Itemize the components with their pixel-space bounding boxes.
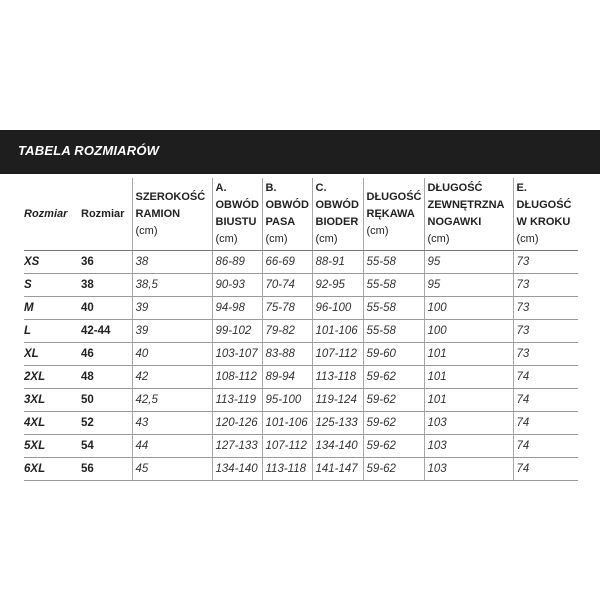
measurement-cell: 55-58	[363, 274, 424, 297]
table-header-row	[24, 178, 578, 251]
measurement-cell: 86-89	[212, 251, 262, 274]
measurement-cell: 101-106	[312, 320, 363, 343]
measurement-cell: 55-58	[363, 251, 424, 274]
measurement-cell: 101	[424, 366, 513, 389]
table-body	[24, 251, 578, 481]
column-header-unit: (cm)	[135, 224, 158, 237]
measurement-cell: 134-140	[212, 458, 262, 481]
measurement-cell: 100	[424, 297, 513, 320]
measurement-cell: 45	[132, 458, 212, 481]
eu-size-cell: 48	[78, 366, 132, 389]
column-header-unit: (cm)	[215, 233, 238, 245]
title-bar	[0, 130, 600, 174]
measurement-cell: 73	[513, 251, 578, 274]
column-header-label: DŁUGOŚĆ	[366, 190, 422, 203]
size-label-cell: 4XL	[24, 412, 78, 435]
measurement-cell: 134-140	[312, 435, 363, 458]
measurement-cell: 89-94	[262, 366, 312, 389]
size-label-cell: XL	[24, 343, 78, 366]
column-header-label: OBWÓD	[265, 199, 309, 211]
measurement-cell: 95	[424, 274, 513, 297]
size-label-cell: 6XL	[24, 458, 78, 481]
column-header	[212, 178, 262, 251]
measurement-cell: 103	[424, 458, 513, 481]
measurement-cell: 74	[513, 389, 578, 412]
eu-size-cell: 38	[78, 274, 132, 297]
page-title: TABELA ROZMIARÓW	[18, 143, 160, 158]
measurement-cell: 59-60	[363, 343, 424, 366]
measurement-cell: 101	[424, 389, 513, 412]
measurement-cell: 94-98	[212, 297, 262, 320]
measurement-cell: 108-112	[212, 366, 262, 389]
measurement-cell: 40	[132, 343, 212, 366]
column-header-label: SZEROKOŚĆ	[135, 190, 206, 203]
measurement-cell: 38,5	[132, 274, 212, 297]
measurement-cell: 83-88	[262, 343, 312, 366]
measurement-cell: 113-119	[212, 389, 262, 412]
measurement-cell: 39	[132, 297, 212, 320]
column-header	[424, 178, 513, 251]
size-label-cell: 2XL	[24, 366, 78, 389]
eu-size-cell: 50	[78, 389, 132, 412]
measurement-cell: 70-74	[262, 274, 312, 297]
column-header-label: Rozmiar	[24, 207, 68, 220]
measurement-cell: 55-58	[363, 297, 424, 320]
measurement-cell: 59-62	[363, 458, 424, 481]
measurement-cell: 59-62	[363, 435, 424, 458]
eu-size-cell: 42-44	[78, 320, 132, 343]
measurement-cell: 113-118	[262, 458, 312, 481]
table-row	[24, 458, 578, 481]
measurement-cell: 95	[424, 251, 513, 274]
size-label-cell: L	[24, 320, 78, 343]
measurement-cell: 127-133	[212, 435, 262, 458]
measurement-cell: 90-93	[212, 274, 262, 297]
measurement-cell: 66-69	[262, 251, 312, 274]
column-header-label: OBWÓD	[215, 199, 259, 211]
measurement-cell: 59-62	[363, 366, 424, 389]
measurement-cell: 73	[513, 320, 578, 343]
column-header-label: DŁUGOŚĆ	[427, 182, 483, 194]
column-header	[363, 178, 424, 251]
measurement-cell: 103	[424, 435, 513, 458]
measurement-cell: 74	[513, 458, 578, 481]
measurement-cell: 59-62	[363, 412, 424, 435]
column-header-label: ZEWNĘTRZNA	[427, 199, 505, 211]
table-row	[24, 320, 578, 343]
measurement-cell: 141-147	[312, 458, 363, 481]
measurement-cell: 107-112	[312, 343, 363, 366]
measurement-cell: 38	[132, 251, 212, 274]
column-header-label: BIODER	[315, 216, 359, 228]
eu-size-cell: 54	[78, 435, 132, 458]
column-header	[312, 178, 363, 251]
column-header-label: PASA	[265, 216, 296, 228]
measurement-cell: 73	[513, 343, 578, 366]
measurement-cell: 125-133	[312, 412, 363, 435]
measurement-cell: 74	[513, 435, 578, 458]
measurement-cell: 75-78	[262, 297, 312, 320]
size-label-cell: 3XL	[24, 389, 78, 412]
measurement-cell: 92-95	[312, 274, 363, 297]
column-header-label: NOGAWKI	[427, 216, 482, 228]
measurement-cell: 95-100	[262, 389, 312, 412]
column-header	[132, 178, 212, 251]
measurement-cell: 101-106	[262, 412, 312, 435]
table-row	[24, 343, 578, 366]
column-header-label: C.	[315, 182, 327, 194]
measurement-cell: 42	[132, 366, 212, 389]
column-header-label: B.	[265, 182, 277, 194]
column-header-unit: (cm)	[315, 233, 338, 245]
size-label-cell: M	[24, 297, 78, 320]
measurement-cell: 44	[132, 435, 212, 458]
eu-size-cell: 52	[78, 412, 132, 435]
measurement-cell: 100	[424, 320, 513, 343]
column-header	[262, 178, 312, 251]
measurement-cell: 73	[513, 297, 578, 320]
measurement-cell: 103	[424, 412, 513, 435]
column-header-label: BIUSTU	[215, 216, 257, 228]
size-label-cell: XS	[24, 251, 78, 274]
column-header-unit: (cm)	[427, 233, 450, 245]
column-header-unit: (cm)	[366, 224, 389, 237]
measurement-cell: 59-62	[363, 389, 424, 412]
column-header-label: RAMION	[135, 207, 181, 220]
table-row	[24, 412, 578, 435]
table-row	[24, 251, 578, 274]
size-label-cell: S	[24, 274, 78, 297]
table-row	[24, 435, 578, 458]
column-header-label: E.	[516, 182, 527, 194]
measurement-cell: 107-112	[262, 435, 312, 458]
table-row	[24, 297, 578, 320]
measurement-cell: 99-102	[212, 320, 262, 343]
column-header-label: DŁUGOŚĆ	[516, 199, 572, 211]
measurement-cell: 79-82	[262, 320, 312, 343]
measurement-cell: 55-58	[363, 320, 424, 343]
measurement-cell: 88-91	[312, 251, 363, 274]
column-header-label: RĘKAWA	[366, 207, 415, 220]
table-row	[24, 366, 578, 389]
eu-size-cell: 46	[78, 343, 132, 366]
column-header	[24, 178, 78, 251]
measurement-cell: 120-126	[212, 412, 262, 435]
table-row	[24, 274, 578, 297]
size-label-cell: 5XL	[24, 435, 78, 458]
measurement-cell: 119-124	[312, 389, 363, 412]
measurement-cell: 103-107	[212, 343, 262, 366]
size-chart-table	[24, 178, 578, 481]
eu-size-cell: 56	[78, 458, 132, 481]
measurement-cell: 74	[513, 366, 578, 389]
measurement-cell: 101	[424, 343, 513, 366]
measurement-cell: 113-118	[312, 366, 363, 389]
column-header-unit: (cm)	[516, 233, 539, 245]
eu-size-cell: 36	[78, 251, 132, 274]
measurement-cell: 73	[513, 274, 578, 297]
column-header-label: W KROKU	[516, 216, 571, 228]
column-header	[78, 178, 132, 251]
measurement-cell: 74	[513, 412, 578, 435]
column-header	[513, 178, 578, 251]
column-header-label: Rozmiar	[81, 207, 125, 220]
column-header-unit: (cm)	[265, 233, 288, 245]
measurement-cell: 39	[132, 320, 212, 343]
table-row	[24, 389, 578, 412]
measurement-cell: 43	[132, 412, 212, 435]
column-header-label: A.	[215, 182, 227, 194]
measurement-cell: 96-100	[312, 297, 363, 320]
eu-size-cell: 40	[78, 297, 132, 320]
column-header-label: OBWÓD	[315, 199, 359, 211]
measurement-cell: 42,5	[132, 389, 212, 412]
